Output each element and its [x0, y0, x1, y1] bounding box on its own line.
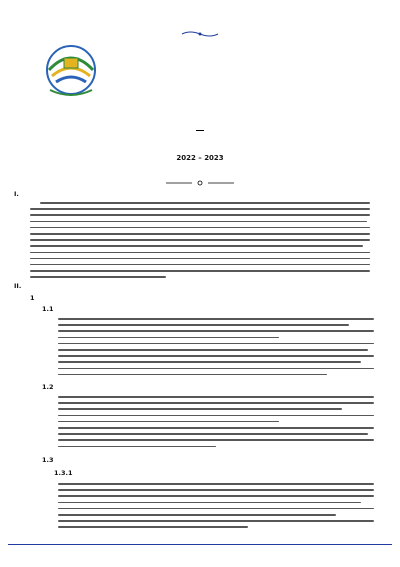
subsection-1-3-heading: 1.3 — [42, 456, 54, 464]
title-separator-icon — [166, 180, 234, 186]
ornament-divider-icon — [180, 30, 220, 38]
subsection-1-heading: 1 — [30, 294, 35, 302]
section-1-heading: I. — [14, 190, 19, 198]
subsection-1-3-1-paragraph — [58, 483, 374, 533]
ministry-logo-icon — [36, 42, 106, 102]
section-2-heading: II. — [14, 282, 22, 290]
section-1-paragraph — [30, 202, 370, 282]
page-footer — [8, 544, 392, 547]
footer-rule — [8, 544, 392, 545]
subsection-1-2-heading: 1.2 — [42, 383, 54, 391]
document-subject-heading: 2022 – 2023 — [176, 154, 224, 162]
subsection-1-1-heading: 1.1 — [42, 305, 54, 313]
subsection-1-1-paragraph — [58, 318, 374, 380]
subsection-1-2-paragraph — [58, 396, 374, 452]
document-type-title — [0, 121, 400, 130]
subsection-1-3-1-heading: 1.3.1 — [54, 469, 73, 477]
